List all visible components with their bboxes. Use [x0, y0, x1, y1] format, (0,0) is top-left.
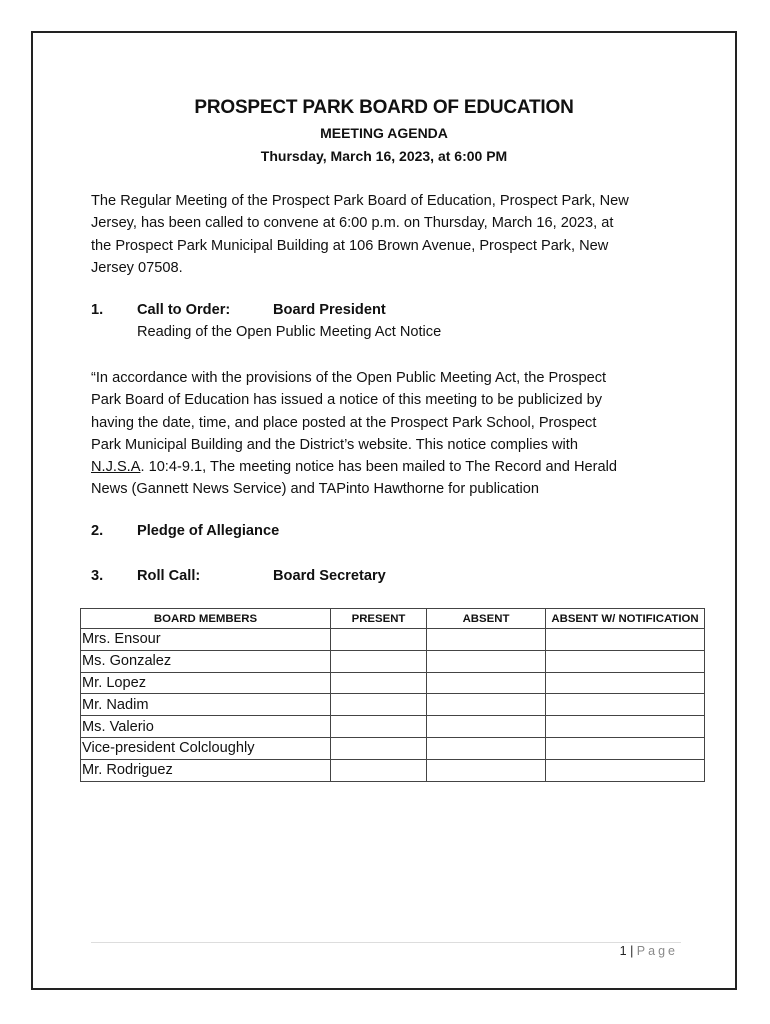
notice-line: having the date, time, and place posted at the Prospect Park School, Prospect [91, 414, 597, 431]
item-label: Roll Call: [137, 568, 201, 584]
table-row [81, 672, 705, 694]
absent-cell [427, 759, 546, 781]
notice-line: “In accordance with the provisions of the Open Public Meeting Act, the Prospect [91, 370, 607, 386]
document-subtitle: MEETING AGENDA [320, 125, 448, 141]
column-header: BOARD MEMBERS [81, 609, 331, 629]
intro-line: the Prospect Park Municipal Building at 106 Brown Avenue, Prospect Park, New [91, 237, 609, 254]
column-header: PRESENT [331, 609, 427, 629]
present-cell [331, 650, 427, 672]
item-role: Board Secretary [273, 568, 386, 584]
statute-reference: N.J.S.A [91, 459, 141, 476]
table-row [81, 629, 705, 651]
footer-divider [91, 942, 681, 943]
member-name: Mr. Nadim [81, 694, 331, 716]
member-name: Ms. Valerio [81, 716, 331, 738]
meeting-date: Thursday, March 16, 2023, at 6:00 PM [260, 148, 508, 164]
member-name: Mr. Lopez [81, 672, 331, 694]
present-cell [331, 694, 427, 716]
present-cell [331, 737, 427, 759]
notice-line [91, 456, 691, 478]
present-cell [331, 759, 427, 781]
item-number: 1. [91, 302, 104, 318]
absent-cell [427, 672, 546, 694]
notice-line: News (Gannett News Service) and TAPinto Hawthorne for publication [91, 481, 540, 498]
item-label: Pledge of Allegiance [137, 523, 280, 539]
column-header: ABSENT [427, 609, 546, 629]
intro-paragraph [91, 190, 691, 279]
table-row [81, 716, 705, 738]
absent-notification-cell [546, 629, 705, 651]
absent-cell [427, 629, 546, 651]
absent-notification-cell [546, 650, 705, 672]
footer-separator: | [630, 944, 634, 958]
column-header: ABSENT W/ NOTIFICATION [546, 609, 705, 629]
absent-cell [427, 716, 546, 738]
table-header-row [81, 609, 705, 629]
page-label: Page [636, 944, 678, 958]
absent-notification-cell [546, 737, 705, 759]
item-number: 2. [91, 523, 104, 539]
table-row [81, 650, 705, 672]
intro-line: The Regular Meeting of the Prospect Park Board of Education, Prospect Park, New [91, 193, 629, 209]
notice-line: Park Municipal Building and the District’s website. This notice complies with [91, 436, 578, 453]
item-subline: Reading of the Open Public Meeting Act Notice [137, 324, 442, 340]
present-cell [331, 629, 427, 651]
notice-line-text: . 10:4-9.1, The meeting notice has been mailed to The Record and Herald [140, 459, 617, 476]
absent-cell [427, 650, 546, 672]
page-footer [620, 944, 678, 958]
absent-notification-cell [546, 672, 705, 694]
intro-line: Jersey, has been called to convene at 6:00 p.m. on Thursday, March 16, 2023, at [91, 215, 614, 232]
member-name: Vice-president Colcloughly [81, 737, 331, 759]
absent-notification-cell [546, 694, 705, 716]
absent-cell [427, 694, 546, 716]
absent-notification-cell [546, 716, 705, 738]
intro-line: Jersey 07508. [91, 259, 183, 276]
table-row [81, 694, 705, 716]
notice-line: Park Board of Education has issued a notice of this meeting to be publicized by [91, 392, 603, 409]
table-row [81, 759, 705, 781]
item-label: Call to Order: [137, 302, 231, 318]
member-name: Mr. Rodriguez [81, 759, 331, 781]
item-number: 3. [91, 568, 104, 584]
present-cell [331, 672, 427, 694]
member-name: Mrs. Ensour [81, 629, 331, 651]
absent-cell [427, 737, 546, 759]
member-name: Ms. Gonzalez [81, 650, 331, 672]
table-row [81, 737, 705, 759]
document-title: PROSPECT PARK BOARD OF EDUCATION [194, 97, 574, 118]
page-number: 1 [619, 944, 627, 958]
roll-call-table [80, 608, 705, 782]
document-page [31, 31, 737, 990]
absent-notification-cell [546, 759, 705, 781]
present-cell [331, 716, 427, 738]
item-role: Board President [273, 302, 386, 318]
notice-paragraph [91, 367, 691, 501]
